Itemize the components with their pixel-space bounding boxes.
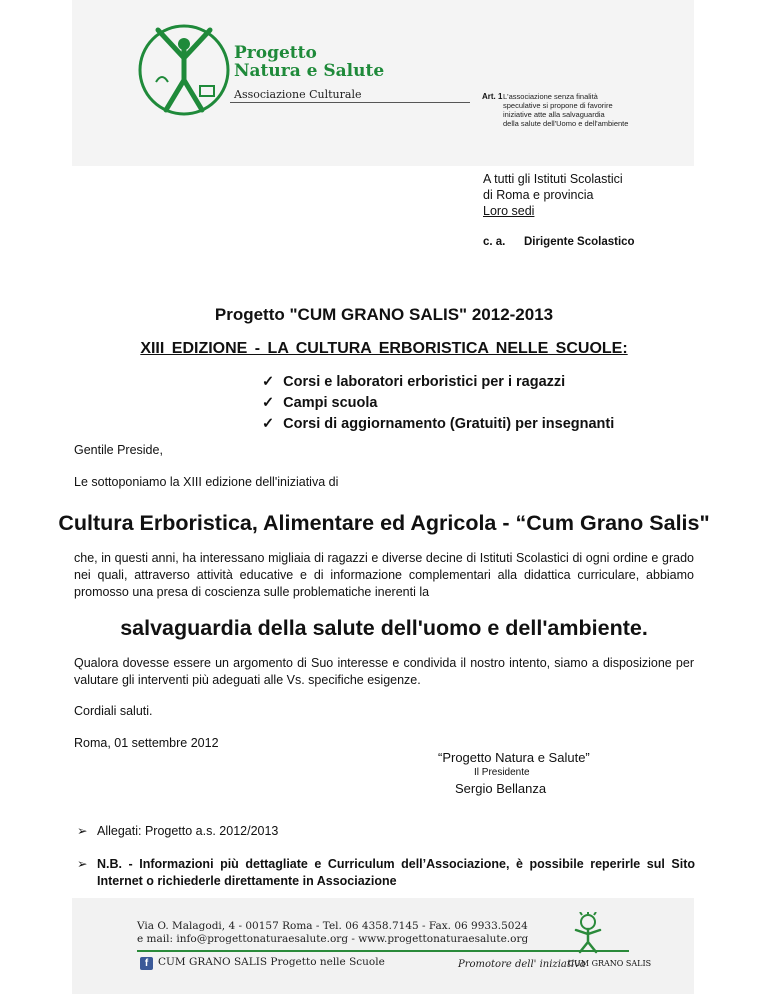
promoter-label: Promotore dell' iniziativa: [458, 959, 586, 970]
body-paragraph: che, in questi anni, ha interessano migliaia di ragazzi e diverse decine di Istituti Scolastici di ogni ordine e grado nei quali, attraverso attività educative e di informazione complementari alla didattica curriculare, abbiamo promosso una presa di coscienza sulle problematiche inerenti la: [74, 551, 694, 599]
brand-subtitle: Associazione Culturale: [234, 88, 362, 101]
list-item: [262, 372, 614, 393]
attachments-item: [77, 823, 278, 840]
facebook-icon[interactable]: f: [140, 957, 153, 970]
brand-name-line1: Progetto: [234, 43, 317, 63]
article-line: speculative si propone di favorire: [503, 101, 613, 110]
project-title: Progetto "CUM GRANO SALIS" 2012-2013: [214, 305, 554, 324]
list-item: [262, 393, 614, 414]
list-item-label: Corsi e laboratori erboristici per i ragazzi: [283, 374, 566, 390]
promoter-brand: CUM GRANO SALIS: [568, 959, 652, 968]
article-line: L'associazione senza finalità: [503, 92, 598, 101]
facebook-page-link[interactable]: CUM GRANO SALIS Progetto nelle Scuole: [158, 956, 385, 968]
ca-label: c. a.: [483, 236, 506, 248]
arrow-bullet-icon: ➢: [77, 857, 88, 871]
body-paragraph: Qualora dovesse essere un argomento di Suo interesse e condivida il nostro intento, siamo a disposizione per valutare gli interventi più adeguati alle Vs. specifiche esigenze.: [74, 656, 694, 687]
checkmark-icon: ✓: [262, 374, 275, 390]
recipient-line: A tutti gli Istituti Scolastici: [483, 172, 623, 186]
intro-paragraph: Le sottoponiamo la XIII edizione dell'iniziativa di: [74, 475, 339, 489]
list-item-label: Corsi di aggiornamento (Gratuiti) per insegnanti: [283, 416, 615, 432]
safeguard-headline: salvaguardia della salute dell'uomo e dell'ambiente.: [120, 616, 648, 640]
recipient-line: di Roma e provincia: [483, 188, 594, 202]
signature-name: Sergio Bellanza: [455, 781, 547, 796]
ca-value: Dirigente Scolastico: [524, 236, 635, 248]
cum-grano-salis-mascot-icon: [570, 912, 606, 954]
checkmark-icon: ✓: [262, 416, 275, 432]
greeting: Gentile Preside,: [74, 443, 163, 457]
checkmark-icon: ✓: [262, 395, 275, 411]
footer-divider: [137, 950, 629, 952]
list-item: [262, 414, 614, 435]
vitruvian-figure-logo-icon: [136, 22, 232, 118]
date-line: Roma, 01 settembre 2012: [74, 736, 219, 750]
brand-name-line2: Natura e Salute: [234, 61, 385, 81]
closing: Cordiali saluti.: [74, 704, 153, 718]
signature-role: Il Presidente: [474, 767, 530, 778]
article-line: della salute dell'Uomo e dell'ambiente: [503, 119, 629, 128]
article-line: iniziative atte alla salvaguardia: [503, 110, 605, 119]
footer-contacts: e mail: info@progettonaturaesalute.org - www.progettonaturaesalute.org: [137, 933, 529, 945]
initiative-headline: Cultura Erboristica, Alimentare ed Agricola - “Cum Grano Salis": [58, 511, 710, 535]
article-label: Art. 1: [482, 92, 503, 101]
checklist: [262, 372, 614, 435]
footer-address: Via O. Malagodi, 4 - 00157 Roma - Tel. 06 4358.7145 - Fax. 06 9933.5024: [137, 920, 528, 932]
edition-title: XIII EDIZIONE - LA CULTURA ERBORISTICA NELLE SCUOLE:: [140, 340, 628, 357]
nb-item: [77, 856, 697, 890]
article-text: [503, 92, 628, 128]
list-item-label: Campi scuola: [283, 395, 378, 411]
arrow-bullet-icon: ➢: [77, 824, 88, 838]
brand-divider: [230, 102, 470, 103]
attachments-text: Allegati: Progetto a.s. 2012/2013: [97, 824, 279, 838]
nb-text: N.B. - Informazioni più dettagliate e Curriculum dell’Associazione, è possibile reperirle sul Sito Internet o richiederle direttamente in Associazione: [97, 857, 695, 888]
signature-org: “Progetto Natura e Salute”: [438, 750, 590, 765]
recipient-line: Loro sedi: [483, 204, 535, 218]
